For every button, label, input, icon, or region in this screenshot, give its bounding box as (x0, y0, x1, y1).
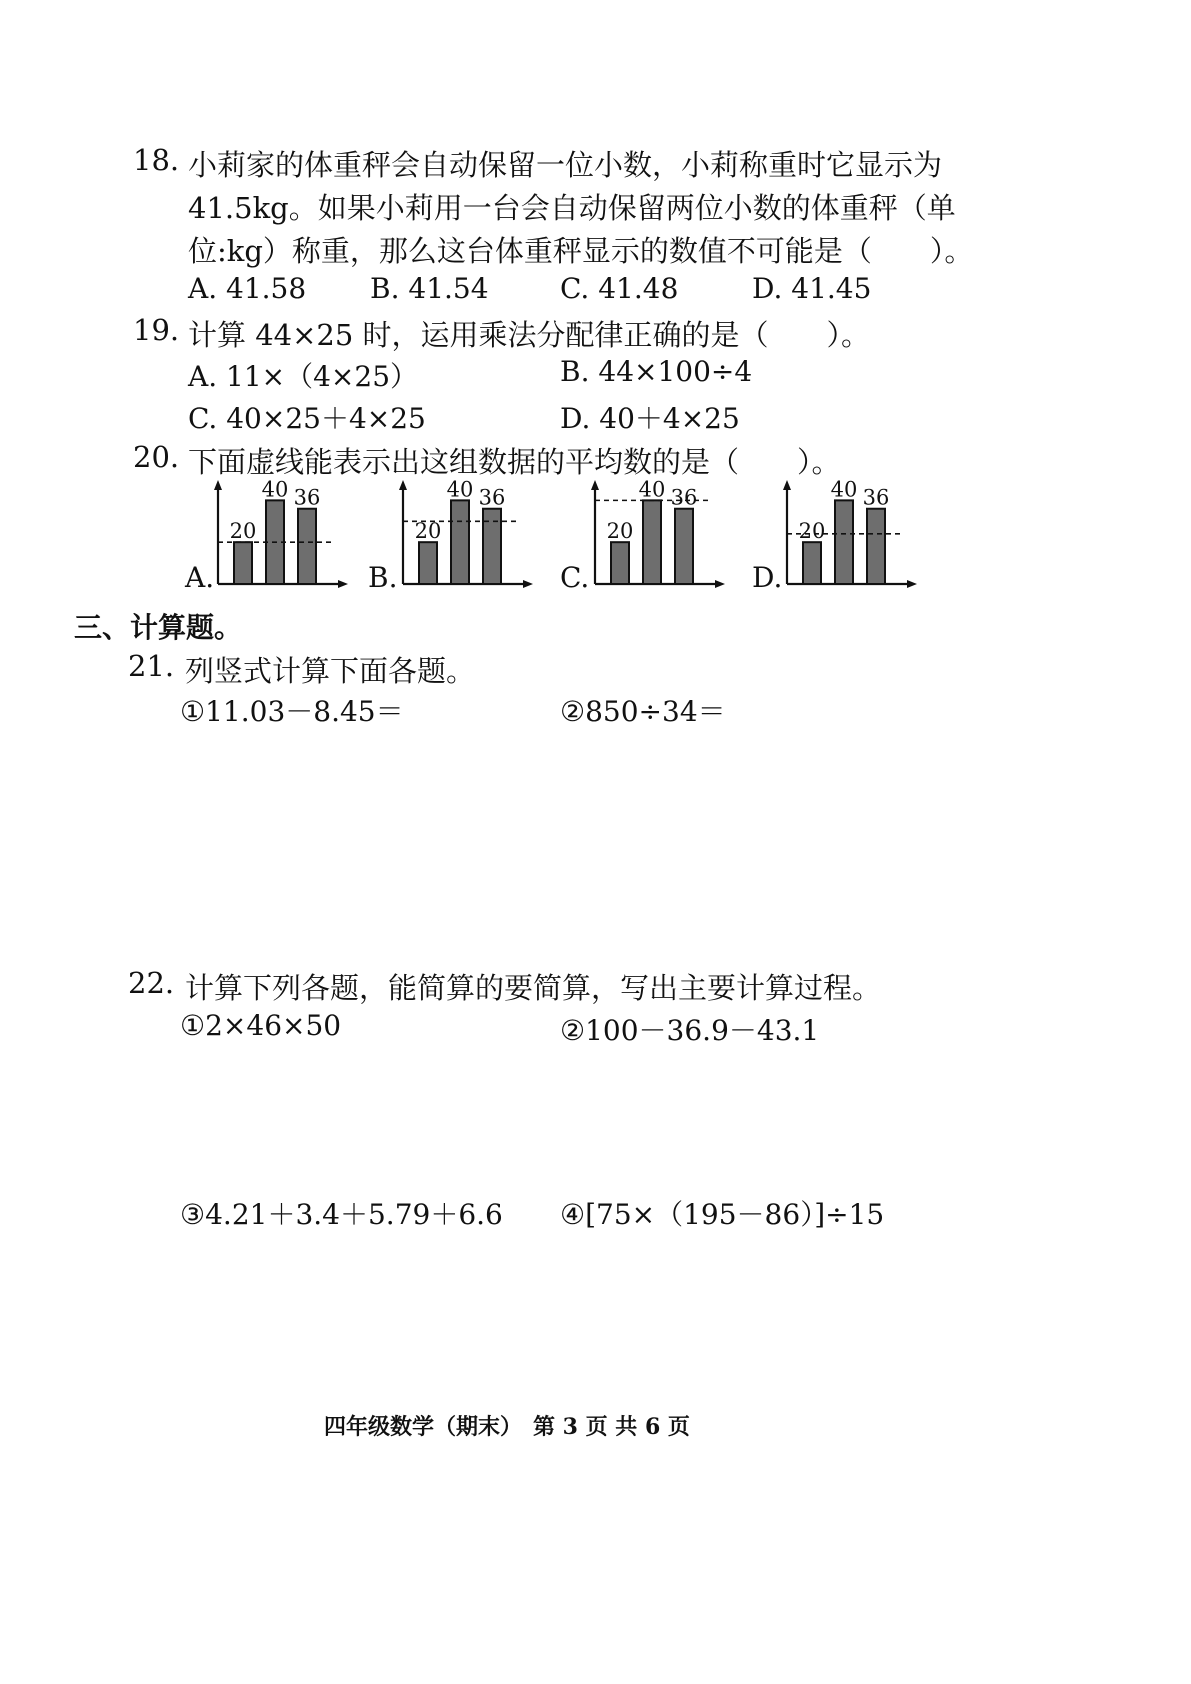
bar-2 (451, 500, 469, 584)
q18-line-3: 位:kg）称重，那么这台体重秤显示的数值不可能是（ ）。 (188, 234, 974, 268)
data-label-3: 36 (293, 485, 321, 510)
bar-1 (234, 542, 252, 584)
y-axis-arrow (214, 480, 222, 490)
data-label-1: 20 (606, 519, 634, 544)
q20-chart-d (769, 478, 919, 596)
bar-3 (483, 509, 501, 584)
q21-text: 列竖式计算下面各题。 (185, 654, 476, 688)
q21-item-1: ①11.03－8.45＝ (180, 695, 404, 728)
q18-line-2: 41.5kg。如果小莉用一台会自动保留两位小数的体重秤（单 (188, 191, 956, 225)
bar-2 (643, 500, 661, 584)
data-label-2: 40 (638, 478, 666, 502)
q20-text: 下面虚线能表示出这组数据的平均数的是（ ）。 (188, 445, 841, 479)
q19-text: 计算 44×25 时，运用乘法分配律正确的是（ ）。 (188, 318, 871, 352)
x-axis-arrow (907, 580, 917, 588)
data-label-3: 36 (478, 485, 506, 510)
q21-item-2: ②850÷34＝ (560, 695, 726, 728)
data-label-1: 20 (414, 519, 442, 544)
q20-option-b-letter: B. (368, 561, 398, 594)
q18-option-c: C. 41.48 (560, 272, 679, 305)
q20-chart-a (200, 478, 350, 596)
q19-option-a: A. 11×（4×25） (188, 360, 419, 393)
q22-item-1: ①2×46×50 (180, 1009, 342, 1042)
q18-line-1: 小莉家的体重秤会自动保留一位小数，小莉称重时它显示为 (188, 148, 943, 182)
data-label-1: 20 (798, 519, 826, 544)
q20-option-a-letter: A. (185, 561, 215, 594)
page-footer: 四年级数学（期末） 第 3 页 共 6 页 (324, 1414, 690, 1440)
data-label-2: 40 (830, 478, 858, 502)
q19-option-c: C. 40×25＋4×25 (188, 402, 426, 435)
data-label-1: 20 (229, 519, 257, 544)
q22-item-4: ④[75×（195－86）]÷15 (560, 1198, 885, 1231)
q20-chart-c (577, 478, 727, 596)
bar-3 (867, 509, 885, 584)
q22-item-2: ②100－36.9－43.1 (560, 1014, 820, 1047)
data-label-2: 40 (261, 478, 289, 502)
bar-1 (803, 542, 821, 584)
q18-option-b: B. 41.54 (370, 272, 489, 305)
x-axis-arrow (715, 580, 725, 588)
bar-1 (419, 542, 437, 584)
q20-option-d-letter: D. (752, 561, 783, 594)
section-3-title: 三、计算题。 (74, 611, 243, 644)
q20-chart-b (385, 478, 535, 596)
data-label-3: 36 (862, 485, 890, 510)
q18-option-d: D. 41.45 (752, 272, 872, 305)
q20-option-c-letter: C. (560, 561, 590, 594)
bar-3 (675, 509, 693, 584)
q18-option-a: A. 41.58 (188, 272, 307, 305)
y-axis-arrow (591, 480, 599, 490)
q22-number: 22. (128, 966, 175, 1000)
data-label-3: 36 (670, 485, 698, 510)
x-axis-arrow (338, 580, 348, 588)
q19-number: 19. (133, 313, 180, 347)
q20-number: 20. (133, 440, 180, 474)
q18-number: 18. (133, 143, 180, 177)
q22-item-3: ③4.21＋3.4＋5.79＋6.6 (180, 1198, 503, 1231)
y-axis-arrow (399, 480, 407, 490)
y-axis-arrow (783, 480, 791, 490)
q21-number: 21. (128, 649, 175, 683)
bar-3 (298, 509, 316, 584)
q19-option-d: D. 40＋4×25 (560, 402, 740, 435)
bar-1 (611, 542, 629, 584)
bar-2 (835, 500, 853, 584)
data-label-2: 40 (446, 478, 474, 502)
x-axis-arrow (523, 580, 533, 588)
q19-option-b: B. 44×100÷4 (560, 355, 753, 388)
q22-text: 计算下列各题，能简算的要简算，写出主要计算过程。 (185, 971, 882, 1005)
